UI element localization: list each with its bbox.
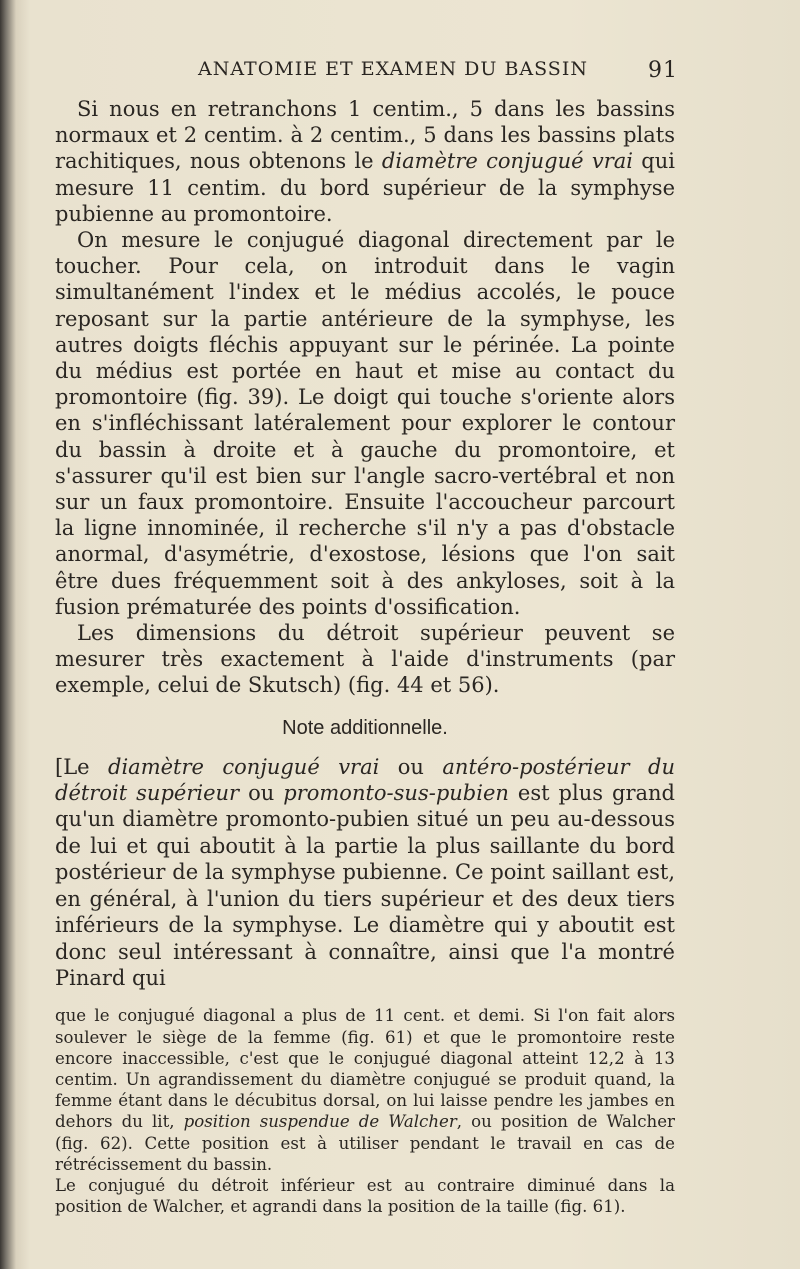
footnote-text-b: , ou position de Walcher (fig. 62). Cette position est à utiliser pendant le travail en cas de rétrécissement du bassin.	[55, 1112, 675, 1174]
paragraph-3: Les dimensions du détroit supérieur peuvent se mesurer très exactement à l'aide d'instruments (par exemple, celui de Skutsch) (fig. 44 et 56).	[55, 621, 675, 698]
running-header	[198, 58, 678, 88]
footnote-block	[55, 1005, 675, 1217]
note-text-d: est plus grand qu'un diamètre promonto-pubien situé un peu au-dessous de lui et qui aboutit à la partie la plus saillante du bord postérieur de la symphyse pubienne. Ce point saillant est, en général, à l'union du tiers supérieur et des deux tiers inférieurs de la symphyse. Le diamètre qui y aboutit est donc seul intéressant à connaître, ainsi que l'a montré Pinard qui	[55, 781, 675, 990]
footnote-paragraph-2: Le conjugué du détroit inférieur est au contraire diminué dans la position de Walcher, et agrandi dans la position de la taille (fig. 61).	[55, 1175, 675, 1217]
footnote-text-a: que le conjugué diagonal a plus de 11 cent. et demi. Si l'on fait alors soulever le siège de la femme (fig. 61) et que le promontoire reste encore inaccessible, c'est que le conjugué diagonal atteint 12,2 à 13 centim. Un agrandissement du diamètre conjugué se produit quand, la femme étant dans le décubitus dorsal, on lui laisse pendre les jambes en dehors du lit,	[55, 1006, 675, 1132]
note-text-b: ou	[379, 754, 443, 779]
note-text-c: ou	[239, 781, 284, 806]
note-text-a: [Le	[55, 754, 109, 779]
footnote-emphasis: position suspendue de Walcher	[183, 1112, 457, 1132]
paragraph-1-text-b: qui mesure 11 centim. du bord supérieur de la symphyse pubienne au promontoire.	[55, 149, 675, 226]
paragraph-2: On mesure le conjugué diagonal directement par le toucher. Pour cela, on introduit dans le vagin simultanément l'index et le médius accolés, le pouce reposant sur la partie antérieure de la symphyse, les autres doigts fléchis appuyant sur le périnée. La pointe du médius est portée en haut et mise au contact du promontoire (fig. 39). Le doigt qui touche s'oriente alors en s'infléchissant latéralement pour explorer le contour du bassin à droite et à gauche du promontoire, et s'assurer qu'il est bien sur l'angle sacro-vertébral et non sur un faux promontoire. Ensuite l'accoucheur parcourt la ligne innominée, il recherche s'il n'y a pas d'obstacle anormal, d'asymétrie, d'exostose, lésions que l'on sait être dues fréquemment soit à des ankyloses, soit à la fusion prématurée des points d'ossification.	[55, 228, 675, 619]
paragraph-1-emphasis: diamètre conjugué vrai	[381, 149, 633, 174]
paragraph-1	[55, 96, 675, 227]
note-emphasis-3: promonto-sus-pubien	[283, 781, 509, 806]
running-title: ANATOMIE ET EXAMEN DU BASSIN	[198, 58, 588, 80]
note-heading: Note additionnelle.	[282, 716, 448, 739]
page-content	[55, 96, 675, 1217]
page-number: 91	[648, 58, 678, 83]
note-emphasis-2: antéro-postérieur du détroit supérieur	[55, 754, 675, 806]
note-emphasis-1: diamètre conjugué vrai	[108, 754, 380, 779]
note-paragraph	[55, 754, 675, 992]
paragraph-1-text-a: Si nous en retranchons 1 centim., 5 dans les bassins normaux et 2 centim. à 2 centim., 5 dans les bassins plats rachitiques, nous obtenons le	[55, 97, 675, 174]
footnote-paragraph-1	[55, 1005, 675, 1175]
